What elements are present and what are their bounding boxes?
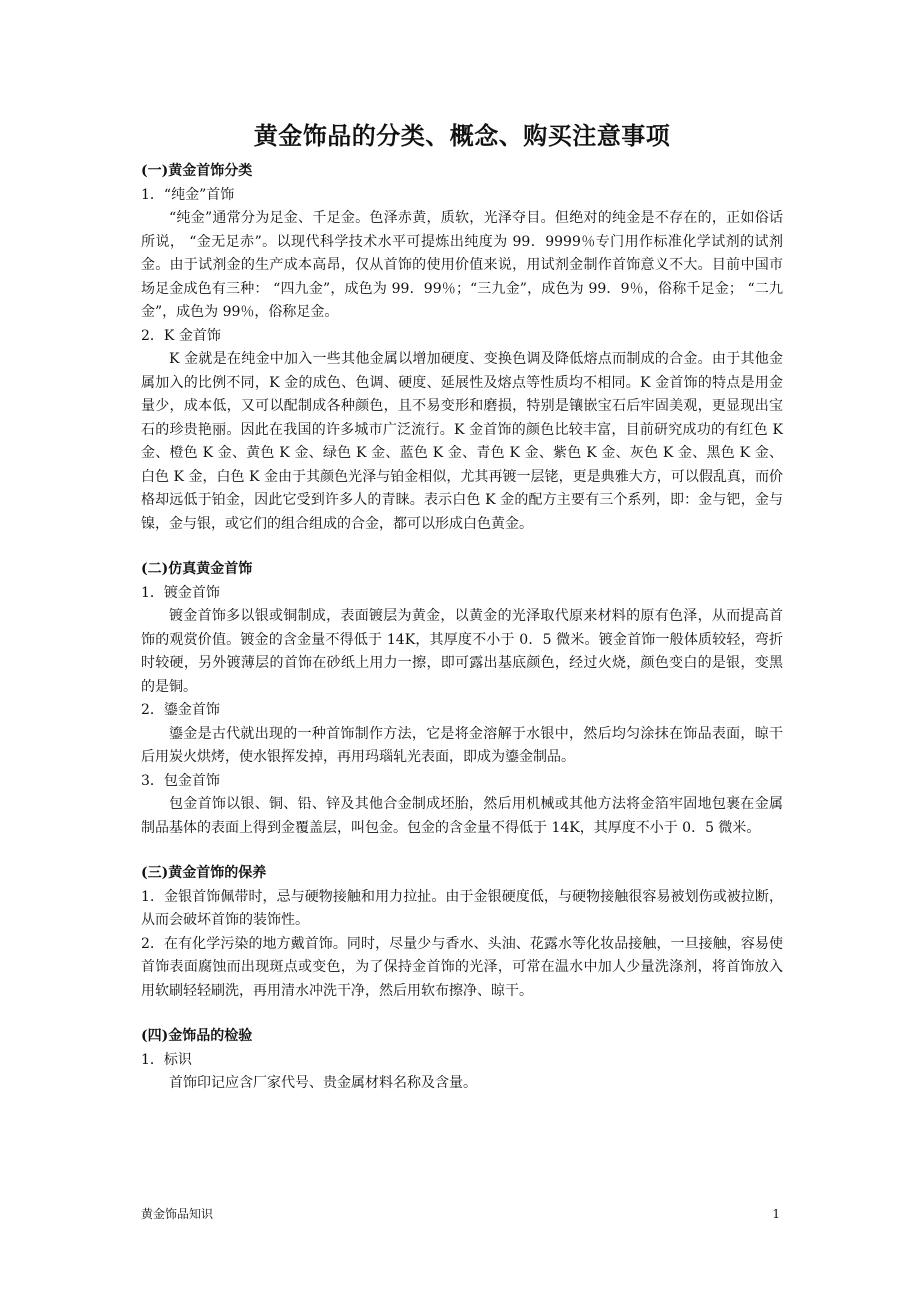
section-spacer [141, 840, 783, 862]
section-classification [141, 160, 783, 536]
item-paragraph: 1．金银首饰佩带时，忌与硬物接触和用力拉扯。由于金银硬度低，与硬物接触很容易被划伤或被拉断，从而会破坏首饰的装饰性。 [141, 888, 783, 928]
item-paragraph: 包金首饰以银、铜、铅、锌及其他合金制成坯胎，然后用机械或其他方法将金箔牢固地包裹在金属制品基体的表面上得到金覆盖层，叫包金。包金的含金量不得低于 14K，其厚度不小于 0．5 微米。 [141, 796, 783, 836]
section-spacer [141, 536, 783, 558]
item-heading: 3．包金首饰 [141, 772, 220, 789]
item-heading: 1．标识 [141, 1051, 192, 1068]
page-number: 1 [772, 1207, 780, 1221]
section-imitation-gold [141, 558, 783, 840]
item-paragraph: K 金就是在纯金中加入一些其他金属以增加硬度、变换色调及降低熔点而制成的合金。由于其他金属加入的比例不同，K 金的成色、色调、硬度、延展性及熔点等性质均不相同。K 金首饰的特点是用金量少，成本低，又可以配制成各种颜色，且不易变形和磨损，特别是镶嵌宝石后牢固美观，更显现出宝石的珍贵艳丽。因此在我国的许多城市广泛流行。K 金首饰的颜色比较丰富，目前研究成功的有红色 K 金、橙色 K 金、黄色 K 金、绿色 K 金、蓝色 K 金、青色 K 金、紫色 K 金、灰色 K 金、黑色 K 金、白色 K 金，白色 K 金由于其颜色光泽与铂金相似，尤其再镀一层铑，更是典雅大方，可以假乱真，而价格却远低于铂金，因此它受到许多人的青睐。表示白色 K 金的配方主要有三个系列，即：金与钯，金与镍，金与银，或它们的组合组成的合金，都可以形成白色黄金。 [141, 351, 783, 532]
document-title: 黄金饰品的分类、概念、购买注意事项 [253, 121, 671, 150]
item-paragraph: 首饰印记应含厂家代号、贵金属材料名称及含量。 [169, 1075, 477, 1091]
item-heading: 1．“纯金”首饰 [141, 186, 235, 203]
item-heading: 2．鎏金首饰 [141, 702, 220, 718]
item-paragraph: 镀金首饰多以银或铜制成，表面镀层为黄金，以黄金的光泽取代原来材料的原有色泽，从而提高首饰的观赏价值。镀金的含金量不得低于 14K，其厚度不小于 0．5 微米。镀金首饰一般体质较轻，弯折时较硬，另外镀薄层的首饰在砂纸上用力一擦，即可露出基底颜色，经过火烧，颜色变白的是银，变黑的是铜。 [141, 608, 783, 695]
item-paragraph: 2．在有化学污染的地方戴首饰。同时，尽量少与香水、头油、花露水等化妆品接触，一旦接触，容易使首饰表面腐蚀而出现斑点或变色，为了保持金首饰的光泽，可常在温水中加人少量洗涤剂，将首饰放入用软刷轻轻刷洗，再用清水冲洗干净，然后用软布擦净、晾干。 [141, 935, 783, 999]
section-inspection [141, 1025, 783, 1096]
item-paragraph: 鎏金是古代就出现的一种首饰制作方法，它是将金溶解于水银中，然后均匀涂抹在饰品表面，晾干后用炭火烘烤，使水银挥发掉，再用玛瑙轧光表面，即成为鎏金制品。 [141, 725, 783, 765]
section-heading: (一)黄金首饰分类 [141, 163, 253, 179]
item-paragraph: “纯金”通常分为足金、千足金。色泽赤黄，质软，光泽夺目。但绝对的纯金是不存在的，正如俗话所说， “金无足赤”。以现代科学技术水平可提炼出纯度为 99．9999％专门用作标准化学试剂的试剂金。由于试剂金的生产成本高昂，仅从首饰的使用价值来说，用试剂金制作首饰意义不大。目前中国市场足金成色有三种： “四九金”，成色为 99．99％；“三九金”，成色为 99．9％，俗称千足金； “二九金”，成色为 99％，俗称足金。 [141, 210, 783, 320]
section-spacer [141, 1003, 783, 1025]
document-body [141, 118, 783, 1096]
section-heading: (二)仿真黄金首饰 [141, 561, 253, 577]
section-heading: (四)金饰品的检验 [141, 1028, 253, 1044]
item-heading: 2．K 金首饰 [141, 327, 221, 344]
footer-title: 黄金饰品知识 [141, 1207, 214, 1221]
section-maintenance [141, 862, 783, 1003]
section-heading: (三)黄金首饰的保养 [141, 865, 267, 881]
item-heading: 1．镀金首饰 [141, 584, 220, 601]
